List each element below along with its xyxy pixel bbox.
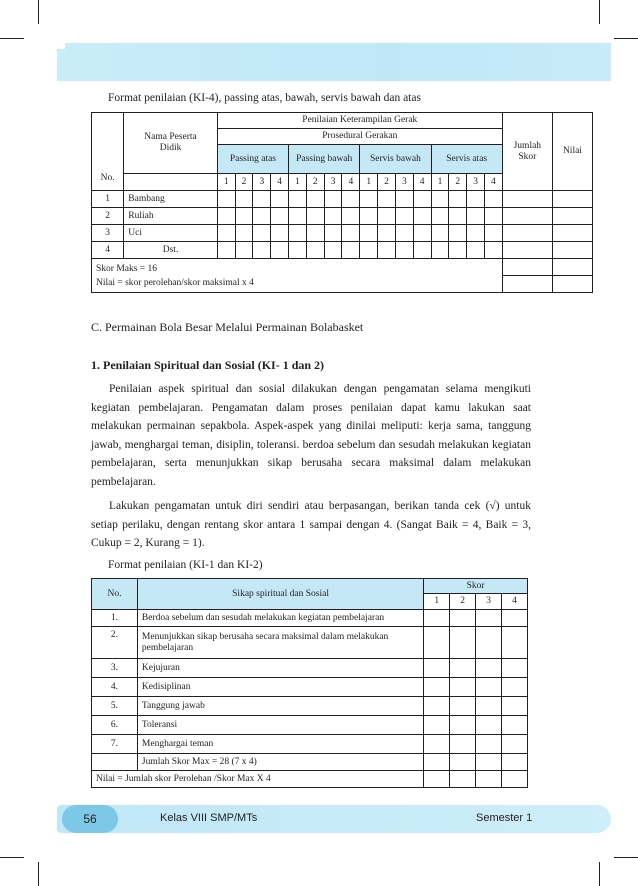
score-label: 3 [467,174,485,191]
row-text: Menunjukkan sikap berusaha secara maksimal dalam melakukan pembelajaran [137,627,423,659]
row-no: 3 [92,225,124,242]
score-label: 1 [424,594,450,610]
score-label: 4 [342,174,360,191]
score-label: 4 [484,174,502,191]
row-text: Toleransi [137,716,423,735]
score-label: 3 [324,174,342,191]
table-row: 7. Menghargai teman [92,735,528,754]
table2-caption: Format penilaian (KI-1 dan KI-2) [108,559,263,571]
table1-caption: Format penilaian (KI-4), passing atas, bawah, servis bawah dan atas [108,92,421,104]
table-row: 1. Berdoa sebelum dan sesudah melakukan kegiatan pembelajaran [92,610,528,627]
col-sikap-header: Sikap spiritual dan Sosial [137,579,423,610]
row-text: Kejujuran [137,659,423,678]
crop-mark [38,862,39,886]
group-servis-bawah: Servis bawah [360,145,431,174]
row-text: Tanggung jawab [137,697,423,716]
score-label: 2 [235,174,253,191]
table-row: 4. Kedisiplinan [92,678,528,697]
crop-mark [599,0,600,24]
score-label: 3 [395,174,413,191]
row-name: Bambang [124,191,218,208]
col-name-header: Nama Peserta Didik [124,113,218,174]
table1-footnote: Skor Maks = 16 Nilai = skor perolehan/skor maksimal x 4 [92,259,503,293]
score-label: 2 [306,174,324,191]
banner-notch [57,43,65,49]
col-keterampilan-header: Penilaian Keterampilan Gerak [217,113,502,129]
crop-mark [38,0,39,24]
row-no: 4 [92,242,124,259]
crop-mark [614,857,638,858]
table-row [92,242,593,259]
table-row [92,225,593,242]
group-servis-atas: Servis atas [431,145,502,174]
page-number: 56 [62,805,118,833]
paragraph-1: Penilaian aspek spiritual dan sosial dilakukan dengan pengamatan selama mengikuti kegiatan pembelajaran. Pengamatan dalam proses penilaian dapat kamu lakukan saat melakukan permainan sepakbola. Aspek-aspek yang dinilai meliputi: kerja sama, tanggung jawab, menghargai teman, disiplin, toleransi. berdoa sebelum dan sesudah melakukan kegiatan pembelajaran, serta menunjukkan sikap berusaha secara maksimal dalam melakukan pembelajaran. [91,383,531,488]
group-passing-bawah: Passing bawah [289,145,360,174]
score-label: 2 [449,174,467,191]
section-c-heading: C. Permainan Bola Besar Melalui Permainan Bolabasket [91,320,364,334]
score-label: 1 [431,174,449,191]
col-no-header: No. [92,579,138,610]
crop-mark [599,862,600,886]
col-prosedural-header: Prosedural Gerakan [217,129,502,145]
table-row [92,191,593,208]
crop-mark [0,857,24,858]
group-passing-atas: Passing atas [217,145,288,174]
row-no: 1 [92,191,124,208]
score-label: 1 [360,174,378,191]
col-jumlah-header: Jumlah Skor [502,113,552,191]
score-label: 1 [289,174,307,191]
row-text: Menghargai teman [137,735,423,754]
name-subcell [124,174,218,191]
row-name: Uci [124,225,218,242]
score-label: 4 [413,174,431,191]
paragraph-2: Lakukan pengamatan untuk diri sendiri atau berpasangan, berikan tanda cek (√) untuk setiap perilaku, dengan rentang skor antara 1 sampai dengan 4. (Sangat Baik = 4, Baik = 3, Cukup = 2, Kurang = 1). [91,500,531,549]
table-row: 2. Menunjukkan sikap berusaha secara maksimal dalam melakukan pembelajaran [92,627,528,659]
header-banner [57,43,611,81]
table-row: 5. Tanggung jawab [92,697,528,716]
score-label: 2 [450,594,476,610]
table-row: 3. Kejujuran [92,659,528,678]
score-label: 3 [253,174,271,191]
footer-book: Kelas VIII SMP/MTs [160,812,258,824]
table-row [92,208,593,225]
skill-assessment-table [91,112,593,293]
attitude-assessment-table [91,578,528,788]
col-no-header: No. [92,113,124,191]
score-label: 3 [476,594,502,610]
col-skor-header: Skor [424,579,528,594]
footer-semester: Semester 1 [476,812,533,824]
row-name: Dst. [124,242,218,259]
score-label: 2 [378,174,396,191]
score-label: 4 [502,594,528,610]
row-text: Berdoa sebelum dan sesudah melakukan kegiatan pembelajaran [137,610,423,627]
section-1-heading: 1. Penilaian Spiritual dan Sosial (KI- 1 dan 2) [91,358,325,372]
crop-mark [614,38,638,39]
row-name: Ruliah [124,208,218,225]
score-label: 4 [271,174,289,191]
table-row: 6. Toleransi [92,716,528,735]
score-label: 1 [217,174,235,191]
crop-mark [0,38,24,39]
row-no: 2 [92,208,124,225]
nilai-formula: Nilai = Jumlah skor Perolehan /Skor Max X 4 [92,771,424,788]
row-text: Kedisiplinan [137,678,423,697]
total-score: Jumlah Skor Max = 28 (7 x 4) [137,754,423,771]
col-nilai-header: Nilai [552,113,592,191]
